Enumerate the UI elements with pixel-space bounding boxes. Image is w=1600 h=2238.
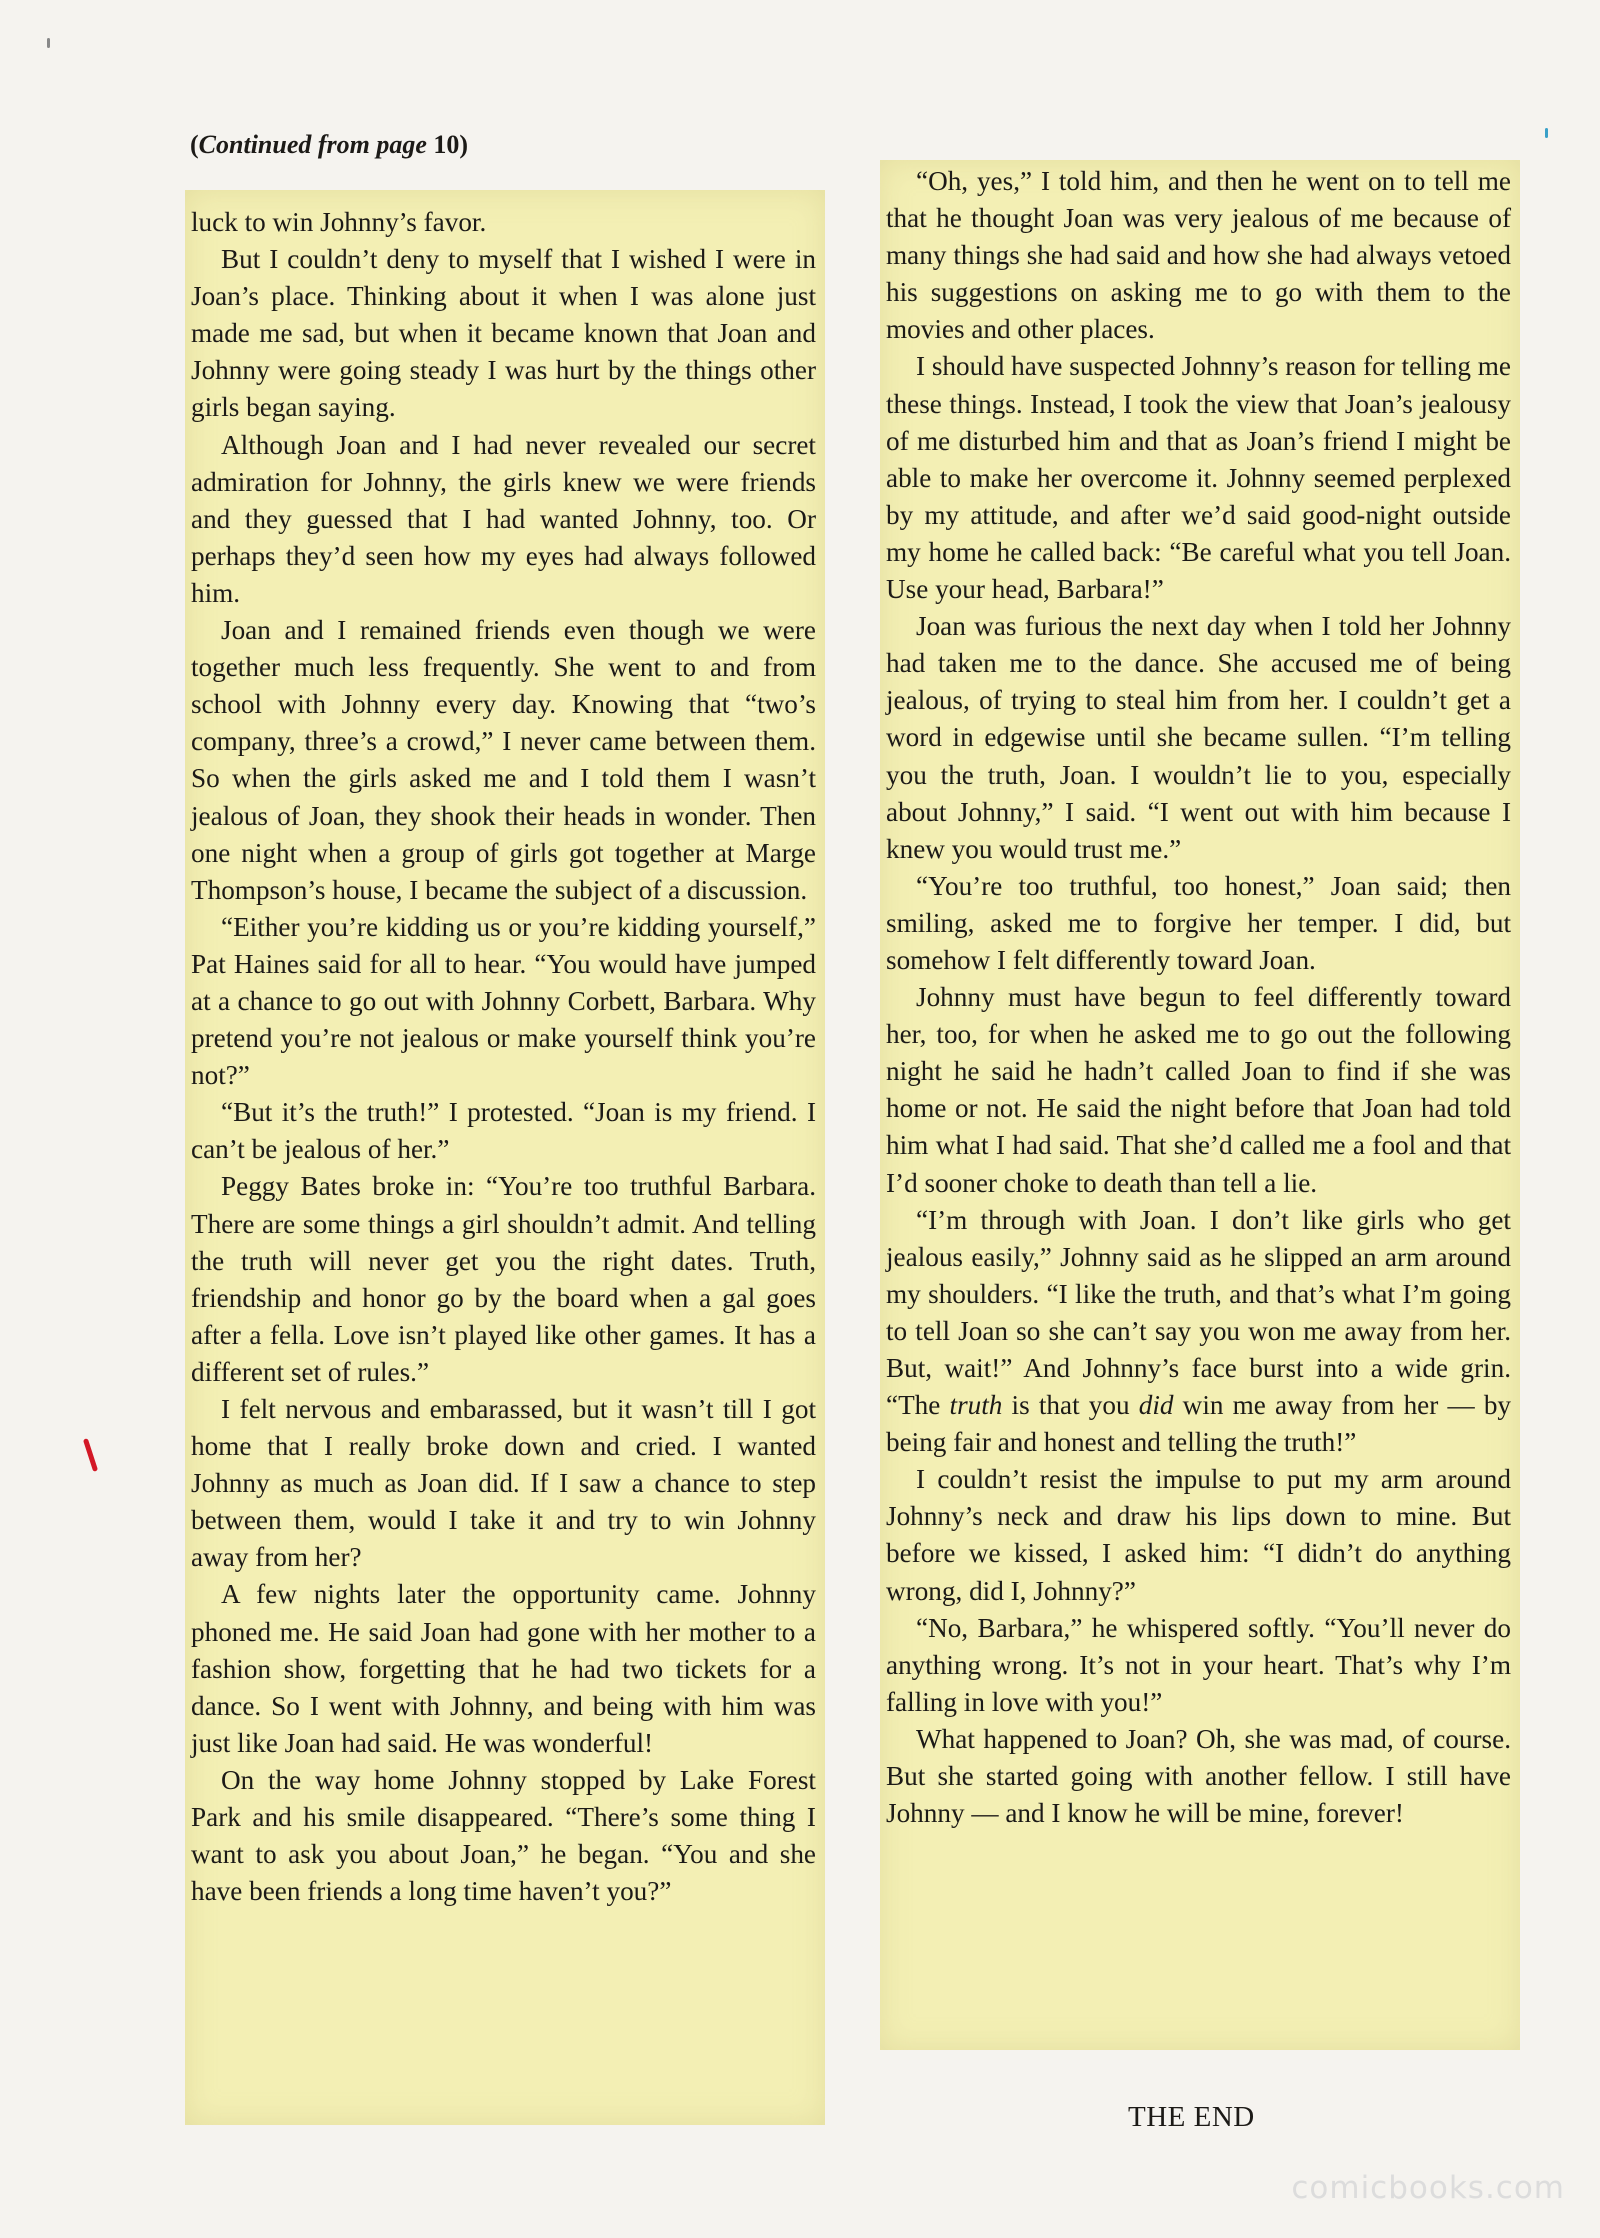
continued-label: Continued from page [198, 130, 427, 159]
watermark: comicbooks.com [1291, 2170, 1565, 2206]
paragraph: But I couldn’t deny to myself that I wished I were in Joan’s place. Thinking about it when I was alone just made me sad, but when it became known that Joan and Johnny were going steady I was hurt by the things other girls began saying. [191, 244, 816, 423]
paragraph: “Either you’re kidding us or you’re kidding yourself,” Pat Haines said for all to hear. “You would have jumped at a chance to go out with Johnny Corbett, Barbara. Why pretend you’re not jealous or make yourself think you’re not?” [191, 911, 816, 1091]
paragraph: Although Joan and I had never revealed our secret admiration for Johnny, the girls knew we were friends and they guessed that I had wanted Johnny, too. Or perhaps they’d seen how my eyes had always followed him. [191, 429, 816, 608]
emphasis-truth: truth [949, 1390, 1003, 1421]
paragraph-text: win me away from her — by being fair and honest and telling the truth!” [886, 1390, 1512, 1458]
paragraph: I should have suspected Johnny’s reason for telling me these things. Instead, I took the view that Joan’s jealousy of me disturbed him and that as Joan’s friend I might be able to make her overcome it. Johnny seemed perplexed by my attitude, and after we’d said good-night outside my home he called back: “Be careful what you tell Joan. Use your head, Barbara!” [886, 351, 1511, 605]
paragraph-text: “I’m through with Joan. I don’t like girls who get jealous easily,” Johnny said as he slipped an arm around my shoulders. “I like the truth, and that’s what I’m going to tell Joan so she can’t say you won me away from her. But, wait!” And Johnny’s face burst into a wide grin. “The [886, 1204, 1511, 1421]
paragraph: On the way home Johnny stopped by Lake Forest Park and his smile disappeared. “There’s some thing I want to ask you about Joan,” he began. “You and she have been friends a long time haven’t you?” [191, 1764, 816, 1907]
continued-page-number: 10) [426, 130, 469, 159]
emphasis-did: did [1138, 1390, 1174, 1421]
paragraph: A few nights later the opportunity came. Johnny phoned me. He said Joan had gone with her mother to a fashion show, forgetting that he had two tickets for a dance. So I went with Johnny, and being with him was just like Joan had said. He was wonderful! [191, 1579, 816, 1758]
continued-note [190, 130, 468, 160]
paper-speck [1545, 128, 1548, 138]
left-column-text [191, 204, 816, 1910]
continued-open-paren: ( [190, 130, 199, 159]
paragraph: “Oh, yes,” I told him, and then he went on to tell me that he thought Joan was very jealous of me because of many things she had said and how she had always vetoed his suggestions on asking me to go with them to the movies and other places. [886, 166, 1511, 345]
paper-speck [47, 38, 50, 48]
paragraph [886, 1202, 1511, 1462]
red-ink-mark [83, 1438, 98, 1472]
paragraph: Peggy Bates broke in: “You’re too truthful Barbara. There are some things a girl shouldn’t admit. And telling the truth will never get you the right dates. Truth, friendship and honor go by the board when a gal goes after a fella. Love isn’t played like other games. It has a different set of rules.” [191, 1171, 816, 1387]
paragraph: What happened to Joan? Oh, she was mad, of course. But she started going with another fellow. I still have Johnny — and I know he will be mine, forever! [886, 1723, 1511, 1829]
paragraph: luck to win Johnny’s favor. [191, 207, 487, 237]
paragraph: “No, Barbara,” he whispered softly. “You’ll never do anything wrong. It’s not in your heart. That’s why I’m falling in love with you!” [886, 1612, 1511, 1717]
paragraph: I felt nervous and embarassed, but it wasn’t till I got home that I really broke down and cried. I wanted Johnny as much as Joan did. If I saw a chance to step between them, would I take it and try to win Johnny away from her? [191, 1394, 816, 1573]
paragraph-text: is that you [1002, 1390, 1139, 1421]
paragraph: I couldn’t resist the impulse to put my arm around Johnny’s neck and draw his lips down to mine. But before we kissed, I asked him: “I didn’t do anything wrong, did I, Johnny?” [886, 1464, 1511, 1606]
paragraph: Johnny must have begun to feel differently toward her, too, for when he asked me to go out the following night he said he hadn’t called Joan to find if she was home or not. He said the night before that Joan had told him what I had said. That she’d called me a fool and that I’d sooner choke to death than tell a lie. [886, 982, 1511, 1198]
paragraph: “But it’s the truth!” I protested. “Joan is my friend. I can’t be jealous of her.” [191, 1097, 816, 1165]
right-column-text [886, 163, 1511, 1832]
paragraph: “You’re too truthful, too honest,” Joan said; then smiling, asked me to forgive her temper. I did, but somehow I felt differently toward Joan. [886, 870, 1511, 975]
the-end-label: THE END [1128, 2101, 1255, 2133]
paragraph: Joan was furious the next day when I told her Johnny had taken me to the dance. She accused me of being jealous, of trying to steal him from her. I couldn’t get a word in edgewise until she became sullen. “I’m telling you the truth, Joan. I wouldn’t lie to you, especially about Johnny,” I said. “I went out with him because I knew you would trust me.” [886, 611, 1511, 864]
paragraph: Joan and I remained friends even though we were together much less frequently. She went to and from school with Johnny every day. Knowing that “two’s company, three’s a crowd,” I never came between them. So when the girls asked me and I told them I wasn’t jealous of Joan, they shook their heads in wonder. Then one night when a group of girls got together at Marge Thompson’s house, I became the subject of a discussion. [191, 615, 816, 905]
